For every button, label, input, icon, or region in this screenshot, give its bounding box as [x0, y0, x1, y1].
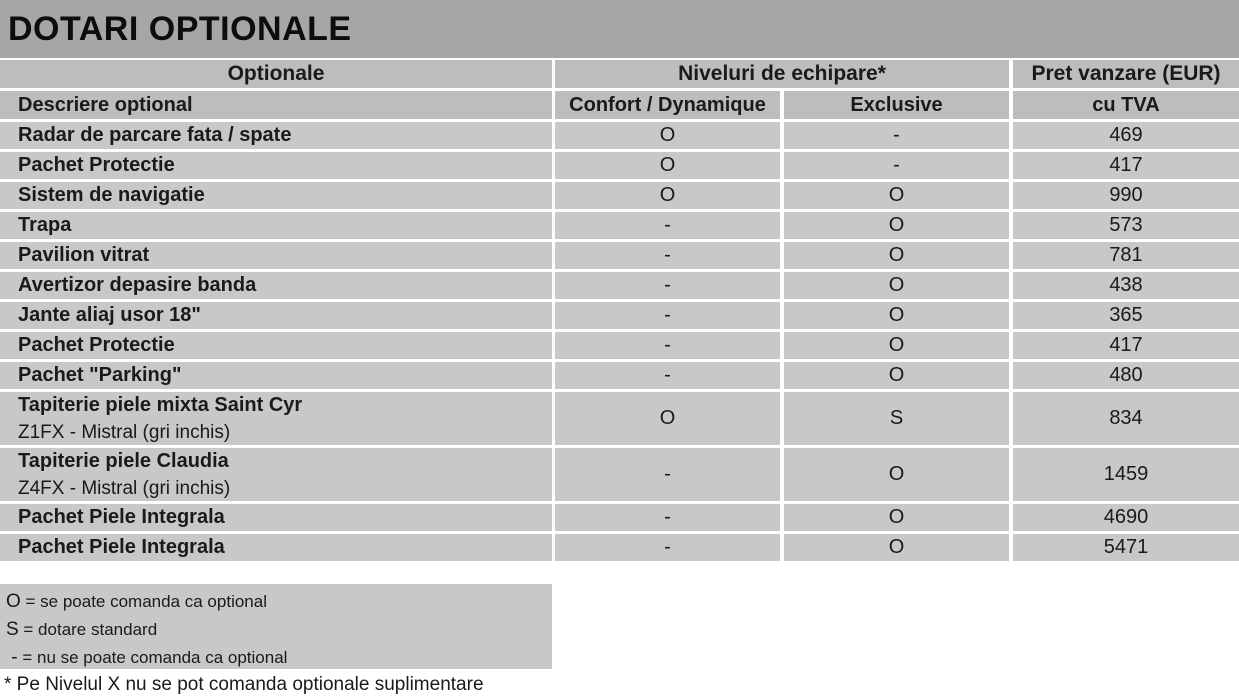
option-color-code: Z4FX - Mistral (gri inchis)	[18, 477, 231, 499]
option-description-cell	[0, 362, 552, 389]
table-row	[0, 152, 1239, 182]
confort-availability-cell: -	[555, 332, 780, 359]
exclusive-availability-cell: O	[784, 448, 1009, 501]
confort-availability-cell: -	[555, 448, 780, 501]
table-header-row	[0, 60, 1239, 91]
legend-item	[6, 616, 552, 644]
table-subheader-row	[0, 91, 1239, 122]
option-name: Trapa	[18, 214, 72, 236]
confort-availability-cell: -	[555, 242, 780, 269]
table-row	[0, 242, 1239, 272]
table-body	[0, 122, 1239, 564]
option-description-cell	[0, 448, 552, 501]
header-confort: Confort / Dynamique	[555, 91, 780, 119]
exclusive-availability-cell: O	[784, 272, 1009, 299]
header-descriere: Descriere optional	[0, 91, 552, 119]
price-cell: 1459	[1013, 448, 1239, 501]
exclusive-availability-cell: O	[784, 504, 1009, 531]
price-cell: 5471	[1013, 534, 1239, 561]
table-row	[0, 504, 1239, 534]
price-cell: 469	[1013, 122, 1239, 149]
option-description-cell	[0, 212, 552, 239]
table-row	[0, 448, 1239, 504]
exclusive-availability-cell: O	[784, 212, 1009, 239]
header-cu-tva: cu TVA	[1013, 91, 1239, 119]
price-cell: 781	[1013, 242, 1239, 269]
option-description-cell	[0, 122, 552, 149]
exclusive-availability-cell: O	[784, 332, 1009, 359]
option-name: Pachet Piele Integrala	[18, 506, 225, 528]
price-cell: 417	[1013, 152, 1239, 179]
option-name: Pachet Protectie	[18, 334, 175, 356]
option-description-cell	[0, 504, 552, 531]
option-description-cell	[0, 392, 552, 445]
page-title: DOTARI OPTIONALE	[8, 9, 352, 48]
option-description-cell	[0, 534, 552, 561]
table-row	[0, 302, 1239, 332]
confort-availability-cell: O	[555, 182, 780, 209]
price-cell: 834	[1013, 392, 1239, 445]
confort-availability-cell: -	[555, 504, 780, 531]
confort-availability-cell: -	[555, 212, 780, 239]
table-row	[0, 212, 1239, 242]
price-cell: 438	[1013, 272, 1239, 299]
option-name: Sistem de navigatie	[18, 184, 205, 206]
option-name: Pavilion vitrat	[18, 244, 150, 266]
table-row	[0, 392, 1239, 448]
header-exclusive: Exclusive	[784, 91, 1009, 119]
option-name: Pachet "Parking"	[18, 364, 182, 386]
confort-availability-cell: O	[555, 122, 780, 149]
table-row	[0, 122, 1239, 152]
option-description-cell	[0, 332, 552, 359]
confort-availability-cell: O	[555, 392, 780, 445]
price-cell: 4690	[1013, 504, 1239, 531]
legend-symbol: S	[6, 619, 19, 640]
legend-text: = nu se poate comanda ca optional	[17, 648, 288, 667]
table-row	[0, 534, 1239, 564]
option-name: Tapiterie piele Claudia	[18, 449, 229, 472]
price-cell: 990	[1013, 182, 1239, 209]
header-niveluri: Niveluri de echipare*	[555, 60, 1009, 88]
options-table	[0, 60, 1239, 564]
header-pret: Pret vanzare (EUR)	[1013, 60, 1239, 88]
exclusive-availability-cell: O	[784, 362, 1009, 389]
option-description-cell	[0, 302, 552, 329]
price-cell: 573	[1013, 212, 1239, 239]
confort-availability-cell: -	[555, 362, 780, 389]
table-row	[0, 332, 1239, 362]
option-name: Radar de parcare fata / spate	[18, 124, 292, 146]
option-name: Tapiterie piele mixta Saint Cyr	[18, 393, 303, 416]
option-name: Pachet Protectie	[18, 154, 175, 176]
legend-text: = se poate comanda ca optional	[20, 592, 267, 611]
legend-box	[0, 584, 552, 669]
exclusive-availability-cell: O	[784, 242, 1009, 269]
option-description-cell	[0, 272, 552, 299]
price-cell: 480	[1013, 362, 1239, 389]
option-description-cell	[0, 152, 552, 179]
confort-availability-cell: -	[555, 534, 780, 561]
option-description-cell	[0, 242, 552, 269]
exclusive-availability-cell: -	[784, 152, 1009, 179]
option-name: Pachet Piele Integrala	[18, 536, 225, 558]
table-row	[0, 362, 1239, 392]
exclusive-availability-cell: O	[784, 182, 1009, 209]
table-row	[0, 182, 1239, 212]
table-row	[0, 272, 1239, 302]
confort-availability-cell: -	[555, 302, 780, 329]
confort-availability-cell: -	[555, 272, 780, 299]
legend-item	[6, 644, 552, 672]
footnote: * Pe Nivelul X nu se pot comanda optionale suplimentare	[4, 674, 484, 695]
legend-text: = dotare standard	[18, 620, 158, 639]
price-cell: 365	[1013, 302, 1239, 329]
legend-symbol: O	[6, 591, 21, 612]
option-color-code: Z1FX - Mistral (gri inchis)	[18, 421, 231, 443]
header-optionale: Optionale	[0, 60, 552, 88]
option-name: Avertizor depasire banda	[18, 274, 257, 296]
exclusive-availability-cell: O	[784, 534, 1009, 561]
legend-item	[6, 588, 552, 616]
exclusive-availability-cell: O	[784, 302, 1009, 329]
legend-symbol: -	[6, 647, 18, 668]
option-description-cell	[0, 182, 552, 209]
option-name: Jante aliaj usor 18"	[18, 304, 201, 326]
price-cell: 417	[1013, 332, 1239, 359]
exclusive-availability-cell: S	[784, 392, 1009, 445]
exclusive-availability-cell: -	[784, 122, 1009, 149]
confort-availability-cell: O	[555, 152, 780, 179]
title-bar	[0, 0, 1239, 58]
